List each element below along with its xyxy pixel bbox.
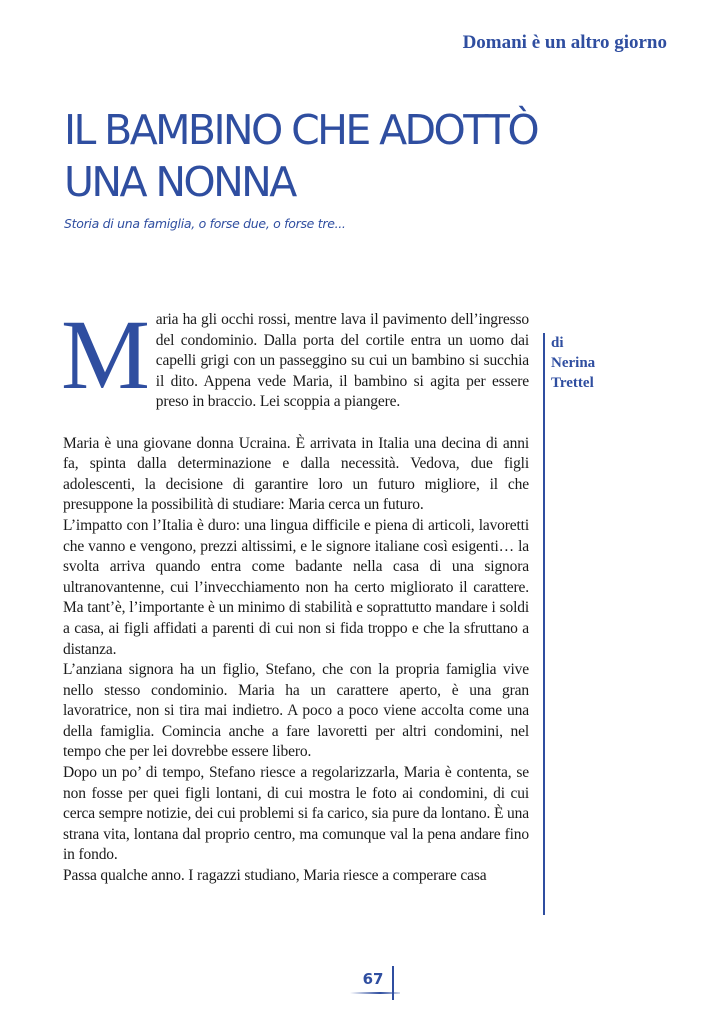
article-body [61,299,529,887]
paragraph-6: Passa qualche anno. I ragazzi studiano, Maria riesce a comperare casa [63,867,487,885]
paragraph-1 [61,299,529,413]
paragraph-1-text: aria ha gli occhi rossi, mentre lava il pavimento dell’ingresso del condominio. Dalla porta del cortile entra un uomo dai capelli grigi con un passeggino su cui un bambino si succhia il dito. Appena vede Maria, il bambino si agita per essere preso in braccio. Lei scoppia a piangere. [155,311,529,411]
title-line-2: UNA NONNA [64,158,295,206]
author-last-name: Trettel [551,375,594,391]
article-title [64,104,664,208]
article-subtitle: Storia di una famiglia, o forse due, o forse tre... [64,216,346,231]
paragraph-5: Dopo un po’ di tempo, Stefano riesce a regolarizzarla, Maria è contenta, se non fosse per quei figli lontani, di cui mostra le foto ai condomini, di cui cerca sempre notizie, dei cui problemi si fa carico, sia pure da lontano. È una strana vita, lontana dal proprio centro, ma comunque val la pena andare fino in fondo. [63,764,529,864]
paragraph-2: Maria è una giovane donna Ucraina. È arrivata in Italia una decina di anni fa, spinta dalla determinazione e dalla necessità. Vedova, due figli adolescenti, la decisione di garantire loro un futuro migliore, il che presuppone la possibilità di studiare: Maria cerca un futuro. [63,434,529,514]
author-first-name: Nerina [551,355,596,371]
byline [551,333,595,393]
byline-divider [543,333,545,915]
page-number: 67 [362,970,384,988]
drop-cap: M [61,299,150,410]
running-header: Domani è un altro giorno [462,32,667,53]
page-number-rule-horizontal [350,992,400,994]
byline-di: di [551,335,564,351]
paragraph-3: L’impatto con l’Italia è duro: una lingua difficile e piena di articoli, lavoretti che vanno e vengono, prezzi altissimi, e le signore italiane così esigenti… la svolta arriva quando entra come badante nella casa di una signora ultranovantenne, cui l’invecchiamento non ha certo migliorato il carattere. Ma tant’è, l’importante è un minimo di stabilità e soprattutto mandare i soldi a casa, ai figli affidati a parenti di cui non si fida troppo e che la sfruttano a distanza. [63,516,529,658]
title-line-1: IL BAMBINO CHE ADOTTÒ [64,106,538,154]
paragraph-4: L’anziana signora ha un figlio, Stefano, che con la propria famiglia vive nello stesso condominio. Maria ha un carattere aperto, è una gran lavoratrice, non si tira mai indietro. A poco a poco viene accolta come una della famiglia. Comincia anche a fare lavoretti per altri condomini, nel tempo che per lei dovrebbe essere libero. [63,661,529,761]
page-number-rule-vertical [392,966,394,1000]
